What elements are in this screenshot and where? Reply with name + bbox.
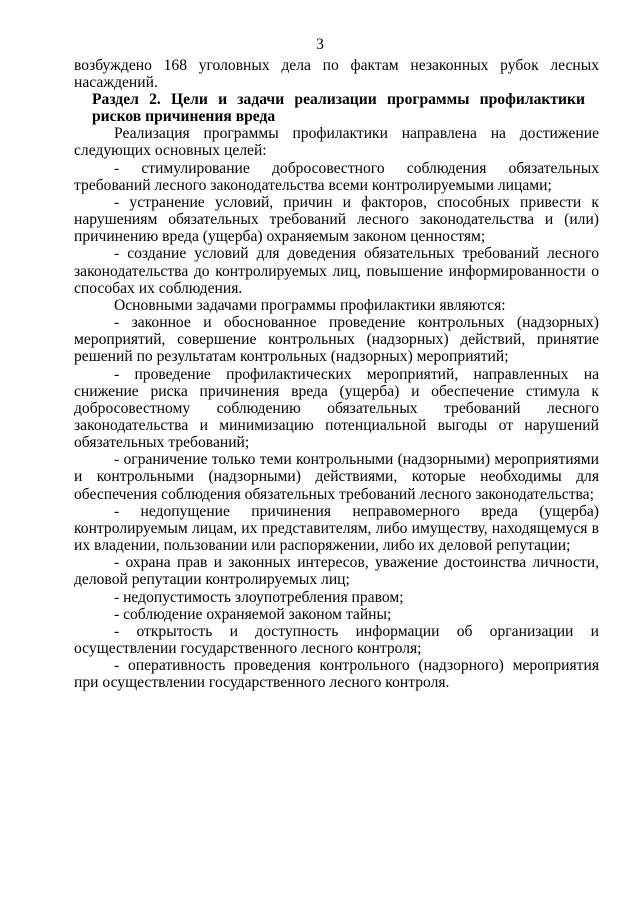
tasks-lead-paragraph: Основными задачами программы профилактики являются:	[114, 296, 506, 314]
intro-paragraph: возбуждено 168 уголовных дела по фактам незаконных рубок лесных насаждений.	[74, 57, 599, 92]
goals-lead-paragraph: Реализация программы профилактики направлена на достижение следующих основных целей:	[74, 125, 599, 160]
task-item: - недопустимость злоупотребления правом;	[114, 588, 404, 606]
task-item: - ограничение только теми контрольными (надзорными) мероприятиями и контрольными (надзорными) действиями, которые необходимы для обеспечения соблюдения обязательных требований лесного законодательства;	[74, 451, 599, 503]
task-item: - открытость и доступность информации об организации и осуществлении государственного лесного контроля;	[74, 622, 599, 657]
goal-item: - стимулирование добросовестного соблюдения обязательных требований лесного законодательства всеми контролируемыми лицами;	[74, 159, 599, 194]
page-number: 3	[316, 36, 324, 53]
task-item: - недопущение причинения неправомерного вреда (ущерба) контролируемым лицам, их представителям, либо имуществу, находящемуся в их владении, пользовании или распоряжении, либо их деловой репутации;	[74, 502, 599, 555]
task-item: - соблюдение охраняемой законом тайны;	[114, 605, 392, 623]
goal-item: - устранение условий, причин и факторов, способных привести к нарушениям обязательных требований лесного законодательства и (или) причинению вреда (ущерба) охраняемым законом ценностям;	[74, 193, 599, 246]
section-heading: Раздел 2. Цели и задачи реализации программы профилактики рисков причинения вреда	[92, 91, 585, 126]
goal-item: - создание условий для доведения обязательных требований лесного законодательства до контролируемых лиц, повышение информированности о способах их соблюдения.	[74, 245, 599, 297]
document-body	[74, 57, 599, 691]
task-item: - проведение профилактических мероприятий, направленных на снижение риска причинения вреда (ущерба) и обеспечение стимула к добросовестному соблюдению обязательных требований лесного законодательства и минимизацию потенциальной выгоды от нарушений обязательных требований;	[74, 365, 599, 452]
task-item: - законное и обоснованное проведение контрольных (надзорных) мероприятий, совершение контрольных (надзорных) действий, принятие решений по результатам контрольных (надзорных) мероприятий;	[74, 314, 599, 366]
task-item: - охрана прав и законных интересов, уважение достоинства личности, деловой репутации контролируемых лиц;	[74, 554, 599, 589]
task-item: - оперативность проведения контрольного (надзорного) мероприятия при осуществлении государственного лесного контроля.	[74, 657, 599, 692]
